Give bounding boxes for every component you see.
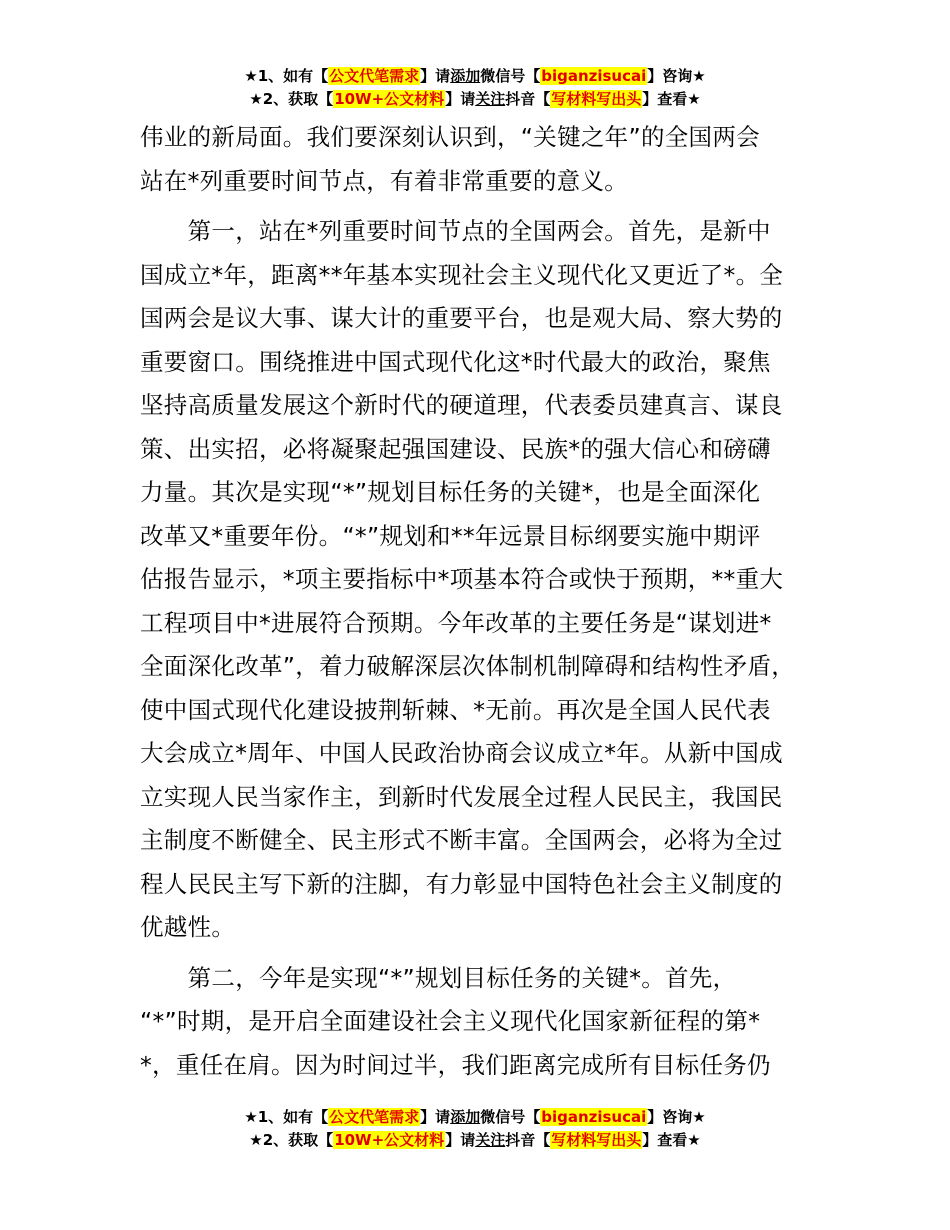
body-line: 国成立*年，距离**年基本实现社会主义现代化又更近了*。全 <box>140 260 784 289</box>
body-line: 站在*列重要时间节点，有着非常重要的意义。 <box>140 166 629 195</box>
header-text: 】咨询★ <box>647 67 706 85</box>
header-text: 】查看★ <box>642 90 701 108</box>
body-line: 程人民民主写下新的注脚，有力彰显中国特色社会主义制度的 <box>140 869 783 898</box>
header-text: 】请 <box>420 67 451 85</box>
body-line: 估报告显示，*项主要指标中*项基本符合或快于预期，**重大 <box>140 565 784 593</box>
body-line: *，重任在肩。因为时间过半，我们距离完成所有目标任务仍 <box>140 1050 771 1079</box>
body-line: 策、出实招，必将凝聚起强国建设、民族*的强大信心和磅礴 <box>140 434 771 463</box>
highlight-account: 写材料写出头 <box>551 90 642 108</box>
footer-text: 抖音【 <box>505 1131 551 1149</box>
footer-banner <box>0 1106 950 1152</box>
body-line: 优越性。 <box>140 913 236 941</box>
highlight-wechat-id: biganzisucai <box>541 1108 647 1126</box>
body-line: 力量。其次是实现“*”规划目标任务的关键*，也是全面深化 <box>140 478 761 506</box>
footer-text: 】请 <box>445 1131 476 1149</box>
body-line: 工程项目中*进展符合预期。今年改革的主要任务是“谋划进* <box>140 608 772 637</box>
header-line-1 <box>0 65 950 88</box>
highlight-service: 公文代笔需求 <box>329 1108 420 1126</box>
footer-text: 】请 <box>420 1108 451 1126</box>
footer-text: ★1、如有【 <box>244 1108 329 1126</box>
header-text: 抖音【 <box>505 90 551 108</box>
highlight-wechat-id: biganzisucai <box>541 67 647 85</box>
footer-text: 】咨询★ <box>647 1108 706 1126</box>
body-line: 重要窗口。围绕推进中国式现代化这*时代最大的政治，聚焦 <box>140 347 771 376</box>
footer-line-2 <box>0 1129 950 1152</box>
header-banner <box>0 65 950 111</box>
document-body <box>140 116 830 1087</box>
header-line-2 <box>0 88 950 111</box>
highlight-service: 公文代笔需求 <box>329 67 420 85</box>
body-line: 坚持高质量发展这个新时代的硬道理，代表委员建真言、谋良 <box>140 391 783 419</box>
underlined-text: 添加 <box>450 67 481 85</box>
highlight-account: 写材料写出头 <box>551 1131 642 1149</box>
body-line: 国两会是议大事、谋大计的重要平台，也是观大局、察大势的 <box>140 304 783 332</box>
body-line: 第一，站在*列重要时间节点的全国两会。首先，是新中 <box>140 217 771 245</box>
highlight-materials: 10W+公文材料 <box>334 1131 445 1149</box>
body-line: “*”时期，是开启全面建设社会主义现代化国家新征程的第* <box>140 1007 761 1035</box>
header-text: ★2、获取【 <box>249 90 334 108</box>
underlined-text: 关注 <box>475 90 506 108</box>
body-line: 伟业的新局面。我们要深刻认识到，“关键之年”的全国两会 <box>140 123 760 151</box>
underlined-text: 添加 <box>450 1108 481 1126</box>
body-line: 主制度不断健全、民主形式不断丰富。全国两会，必将为全过 <box>140 826 783 854</box>
body-line: 全面深化改革”，着力破解深层次体制机制障碍和结构性矛盾， <box>140 652 796 680</box>
footer-text: 微信号【 <box>480 1108 541 1126</box>
body-line: 大会成立*周年、中国人民政治协商会议成立*年。从新中国成 <box>140 739 783 767</box>
footer-text: ★2、获取【 <box>249 1131 334 1149</box>
header-text: ★1、如有【 <box>244 67 329 85</box>
underlined-text: 关注 <box>475 1131 506 1149</box>
body-line: 立实现人民当家作主，到新时代发展全过程人民民主，我国民 <box>140 782 783 811</box>
header-text: 】请 <box>445 90 476 108</box>
body-line: 第二，今年是实现“*”规划目标任务的关键*。首先， <box>140 963 737 992</box>
footer-text: 】查看★ <box>642 1131 701 1149</box>
footer-line-1 <box>0 1106 950 1129</box>
body-line: 改革又*重要年份。“*”规划和**年远景目标纲要实施中期评 <box>140 521 761 550</box>
body-line: 使中国式现代化建设披荆斩棘、*无前。再次是全国人民代表 <box>140 695 771 724</box>
header-text: 微信号【 <box>480 67 541 85</box>
highlight-materials: 10W+公文材料 <box>334 90 445 108</box>
